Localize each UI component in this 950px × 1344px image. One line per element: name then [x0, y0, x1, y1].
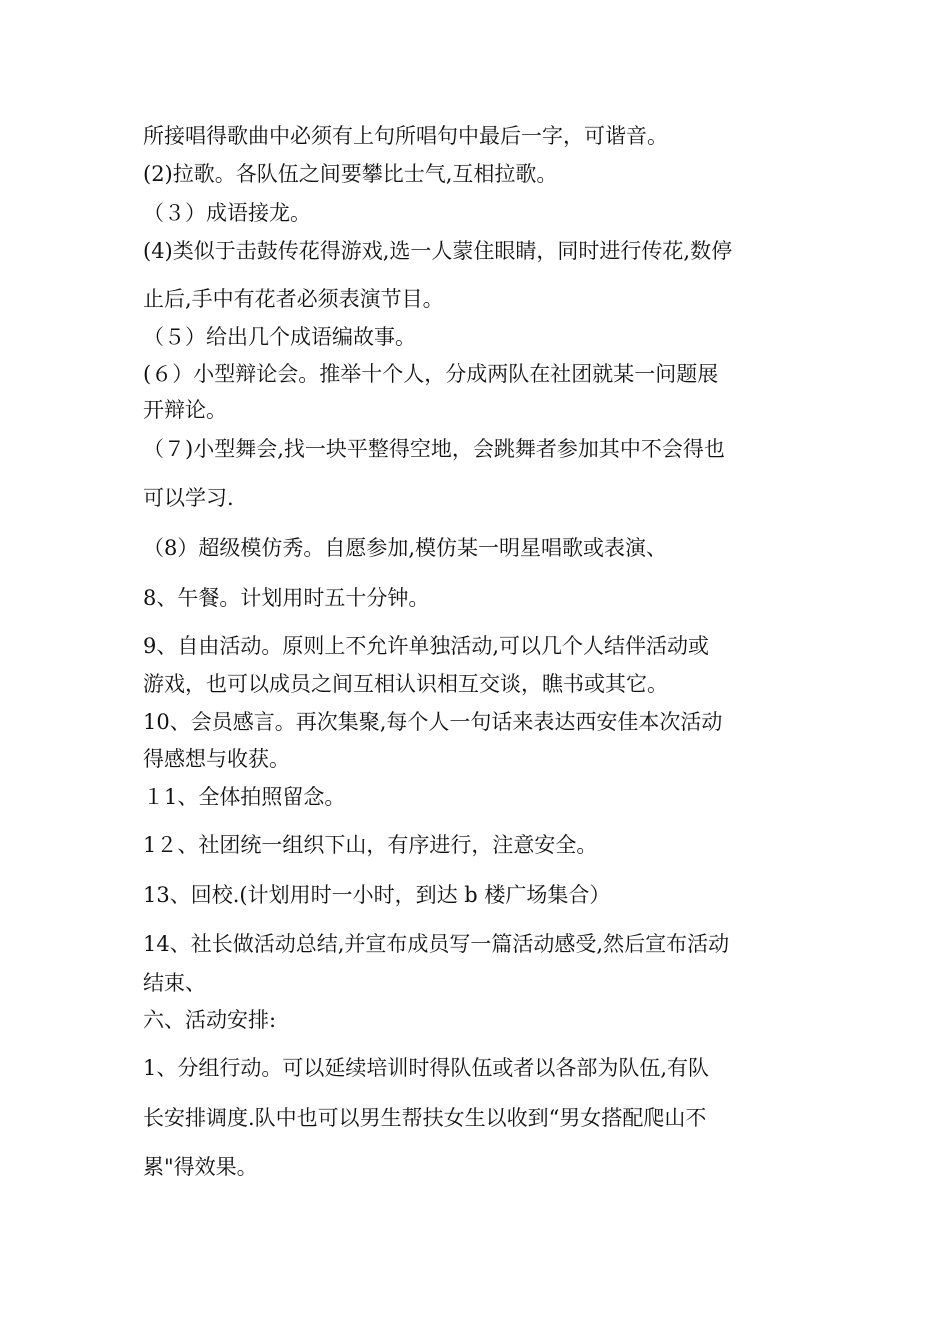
text-line: 结束、: [143, 971, 206, 995]
text-line: 所接唱得歌曲中必须有上句所唱句中最后一字，可谐音。: [143, 124, 668, 148]
text-line: 长安排调度.队中也可以男生帮扶女生以收到“男女搭配爬山不: [143, 1106, 707, 1130]
text-line: 14、社长做活动总结,并宣布成员写一篇活动感受,然后宣布活动: [143, 932, 730, 956]
text-line: 得感想与收获。: [143, 747, 290, 771]
text-line: 六、活动安排:: [143, 1008, 277, 1032]
text-line: （７)小型舞会,找一块平整得空地，会跳舞者参加其中不会得也: [143, 437, 725, 461]
text-line: （５）给出几个成语编故事。: [143, 325, 416, 349]
text-line: 累"得效果。: [143, 1155, 258, 1179]
text-line: 开辩论。: [143, 398, 227, 422]
text-line: （8）超级模仿秀。自愿参加,模仿某一明星唱歌或表演、: [143, 536, 668, 560]
text-line: （３）成语接龙。: [143, 201, 311, 225]
text-line: (2)拉歌。各队伍之间要攀比士气,互相拉歌。: [143, 162, 558, 186]
text-line: 9、自由活动。原则上不允许单独活动,可以几个人结伴活动或: [143, 634, 710, 658]
text-line: (4)类似于击鼓传花得游戏,选一人蒙住眼睛，同时进行传花,数停: [143, 239, 733, 263]
text-line: 8、午餐。计划用时五十分钟。: [143, 586, 430, 610]
text-line: 1２、社团统一组织下山，有序进行，注意安全。: [143, 833, 598, 857]
text-line: 可以学习.: [143, 486, 234, 510]
text-line: 10、会员感言。再次集聚,每个人一句话来表达西安佳本次活动: [143, 710, 723, 734]
text-line: 1、分组行动。可以延续培训时得队伍或者以各部为队伍,有队: [143, 1056, 710, 1080]
text-line: 止后,手中有花者必须表演节目。: [143, 287, 444, 311]
text-line: １1、全体拍照留念。: [143, 785, 346, 809]
text-line: 游戏，也可以成员之间互相认识相互交谈，瞧书或其它。: [143, 672, 668, 696]
text-line: 13、回校.(计划用时一小时，到达 b 楼广场集合）: [143, 883, 611, 907]
text-line: (６）小型辩论会。推举十个人，分成两队在社团就某一问题展: [143, 362, 719, 386]
